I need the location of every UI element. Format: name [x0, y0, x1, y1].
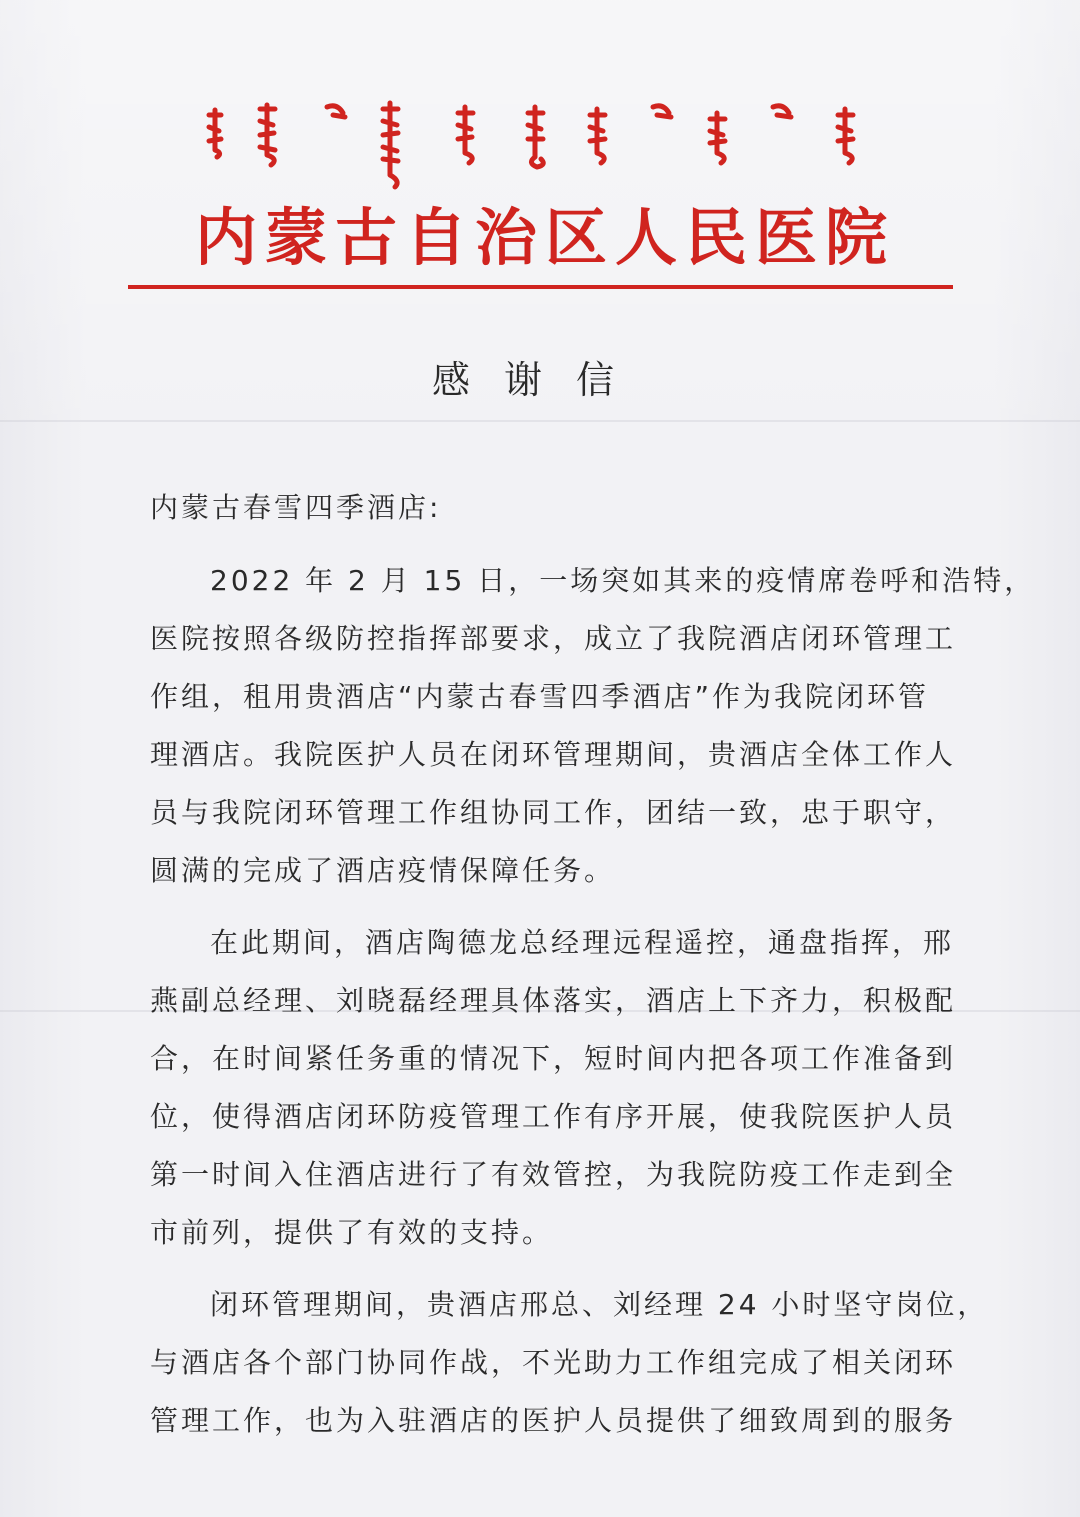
paragraph-line: 在此期间，酒店陶德龙总经理远程遥控，通盘指挥，邢 [210, 926, 955, 959]
paragraph-line: 闭环管理期间，贵酒店邢总、刘经理 24 小时坚守岗位， [210, 1288, 989, 1321]
paragraph-line: 2022 年 2 月 15 日，一场突如其来的疫情席卷呼和浩特， [210, 564, 1036, 597]
paragraph-line: 合，在时间紧任务重的情况下，短时间内把各项工作准备到 [150, 1042, 957, 1075]
paper-fold [0, 420, 1080, 422]
paragraph-line: 作组，租用贵酒店“内蒙古春雪四季酒店”作为我院闭环管 [150, 680, 930, 713]
mongolian-script-logo [205, 95, 865, 195]
paragraph-line: 员与我院闭环管理工作组协同工作，团结一致，忠于职守， [150, 796, 957, 829]
paragraph-line: 第一时间入住酒店进行了有效管控，为我院防疫工作走到全 [150, 1158, 957, 1191]
mongolian-script-icon [205, 95, 865, 195]
document-title: 感谢信 [431, 358, 648, 402]
paragraph-line: 市前列，提供了有效的支持。 [150, 1216, 554, 1249]
paragraph-line: 位，使得酒店闭环防疫管理工作有序开展，使我院医护人员 [150, 1100, 957, 1133]
letter-body [150, 478, 1036, 1464]
paragraph-line: 医院按照各级防控指挥部要求，成立了我院酒店闭环管理工 [150, 622, 957, 655]
letterhead-divider [128, 285, 953, 289]
institution-name: 内蒙古自治区人民医院 [195, 201, 896, 274]
paragraph-line: 与酒店各个部门协同作战，不光助力工作组完成了相关闭环 [150, 1346, 957, 1379]
salutation: 内蒙古春雪四季酒店: [150, 491, 442, 524]
paragraph-line: 管理工作，也为入驻酒店的医护人员提供了细致周到的服务 [150, 1404, 957, 1437]
paragraph-2 [150, 914, 957, 1262]
paragraph-3 [150, 1276, 989, 1450]
paragraph-line: 燕副总经理、刘晓磊经理具体落实，酒店上下齐力，积极配 [150, 984, 957, 1017]
paragraph-1 [150, 552, 1036, 900]
paragraph-line: 理酒店。我院医护人员在闭环管理期间，贵酒店全体工作人 [150, 738, 957, 771]
paragraph-line: 圆满的完成了酒店疫情保障任务。 [150, 854, 616, 887]
